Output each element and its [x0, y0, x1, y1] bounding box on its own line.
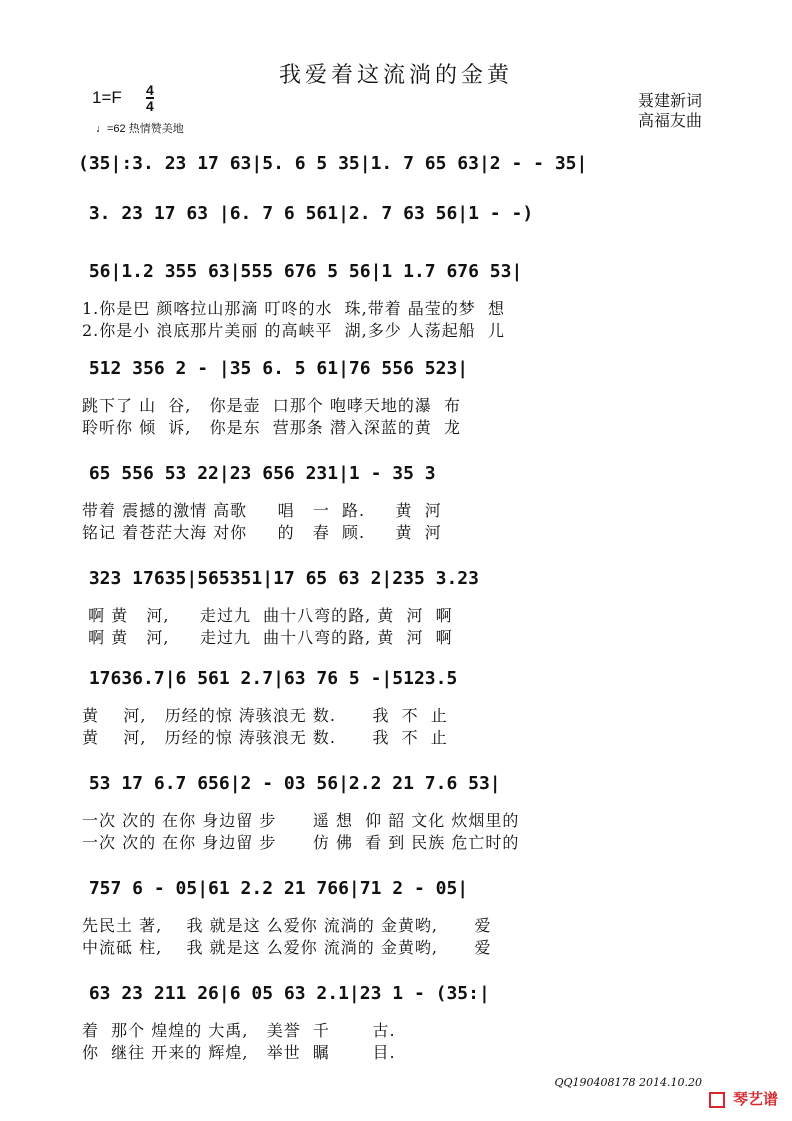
lyric-verse-1: 黄 河, 历经的惊 涛骇浪无 数. 我 不 止 — [82, 706, 448, 725]
lyricist-credit: 聂建新词 — [637, 91, 702, 110]
composer-credit: 高福友曲 — [637, 111, 702, 130]
tempo-marking: ♩=62 热情赞美地 — [96, 123, 184, 135]
lyric-verse-2: 啊 黄 河, 走过九 曲十八弯的路, 黄 河 啊 — [82, 628, 453, 647]
lyric-verse-1: 着 那个 煌煌的 大禹, 美誉 千 古. — [82, 1021, 396, 1040]
lyric-verse-1: 跳下了 山 谷, 你是壶 口那个 咆哮天地的瀑 布 — [82, 396, 462, 415]
signature-text: QQ190408178 2014.10.20 — [554, 1076, 702, 1089]
lyric-verse-1: 带着 震撼的激情 高歌 唱 一 路. 黄 河 — [82, 501, 442, 520]
time-signature — [146, 83, 154, 113]
notation-line: 512 356 2 - |35 6. 5 61|76 556 523| — [78, 358, 469, 379]
notation-line: 63 23 211 26|6 05 63 2.1|23 1 - (35:| — [78, 983, 490, 1004]
notation-line: 323 17635|565351|17 65 63 2|235 3.23 — [78, 568, 479, 589]
lyric-verse-2: 你 继往 开来的 辉煌, 举世 瞩 目. — [82, 1043, 396, 1062]
lyric-verse-2: 聆听你 倾 诉, 你是东 营那条 潜入深蓝的黄 龙 — [82, 418, 462, 437]
notation-line: 17636.7|6 561 2.7|63 76 5 -|5123.5 — [78, 668, 458, 689]
lyric-verse-2: 黄 河, 历经的惊 涛骇浪无 数. 我 不 止 — [82, 728, 448, 747]
lyric-verse-2: 一次 次的 在你 身边留 步 仿 佛 看 到 民族 危亡时的 — [82, 833, 520, 852]
logo-text: 琴艺谱 — [732, 1090, 778, 1108]
lyric-verse-1: 先民土 著, 我 就是这 么爱你 流淌的 金黄哟, 爱 — [82, 916, 492, 935]
key-signature: 1=F — [92, 88, 122, 107]
lyric-verse-2: 铭记 着苍茫大海 对你 的 春 顾. 黄 河 — [82, 523, 442, 542]
notation-line: 56|1.2 355 63|555 676 5 56|1 1.7 676 53| — [78, 261, 523, 282]
lyric-verse-1: 一次 次的 在你 身边留 步 遥 想 仰 韶 文化 炊烟里的 — [82, 811, 520, 830]
notation-line: 53 17 6.7 656|2 - 03 56|2.2 21 7.6 53| — [78, 773, 501, 794]
lyric-verse-2: 2.你是小 浪底那片美丽 的高峡平 湖,多少 人荡起船 儿 — [82, 321, 505, 340]
page-title: 我爱着这流淌的金黄 — [278, 63, 513, 88]
notation-line: (35|:3. 23 17 63|5. 6 5 35|1. 7 65 63|2 - - 35| — [78, 153, 588, 174]
lyric-verse-2: 中流砥 柱, 我 就是这 么爱你 流淌的 金黄哟, 爱 — [82, 938, 492, 957]
notation-line: 3. 23 17 63 |6. 7 6 561|2. 7 63 56|1 - -) — [78, 203, 534, 224]
site-logo — [709, 1088, 778, 1109]
notation-line: 757 6 - 05|61 2.2 21 766|71 2 - 05| — [78, 878, 469, 899]
notation-line: 65 556 53 22|23 656 231|1 - 35 3 — [78, 463, 436, 484]
lyric-verse-1: 啊 黄 河, 走过九 曲十八弯的路, 黄 河 啊 — [82, 606, 453, 625]
logo-icon — [709, 1092, 725, 1108]
time-signature-top: 4 — [146, 82, 154, 98]
time-signature-bottom: 4 — [146, 98, 154, 114]
lyric-verse-1: 1.你是巴 颜喀拉山那滴 叮咚的水 珠,带着 晶莹的梦 想 — [82, 299, 505, 318]
